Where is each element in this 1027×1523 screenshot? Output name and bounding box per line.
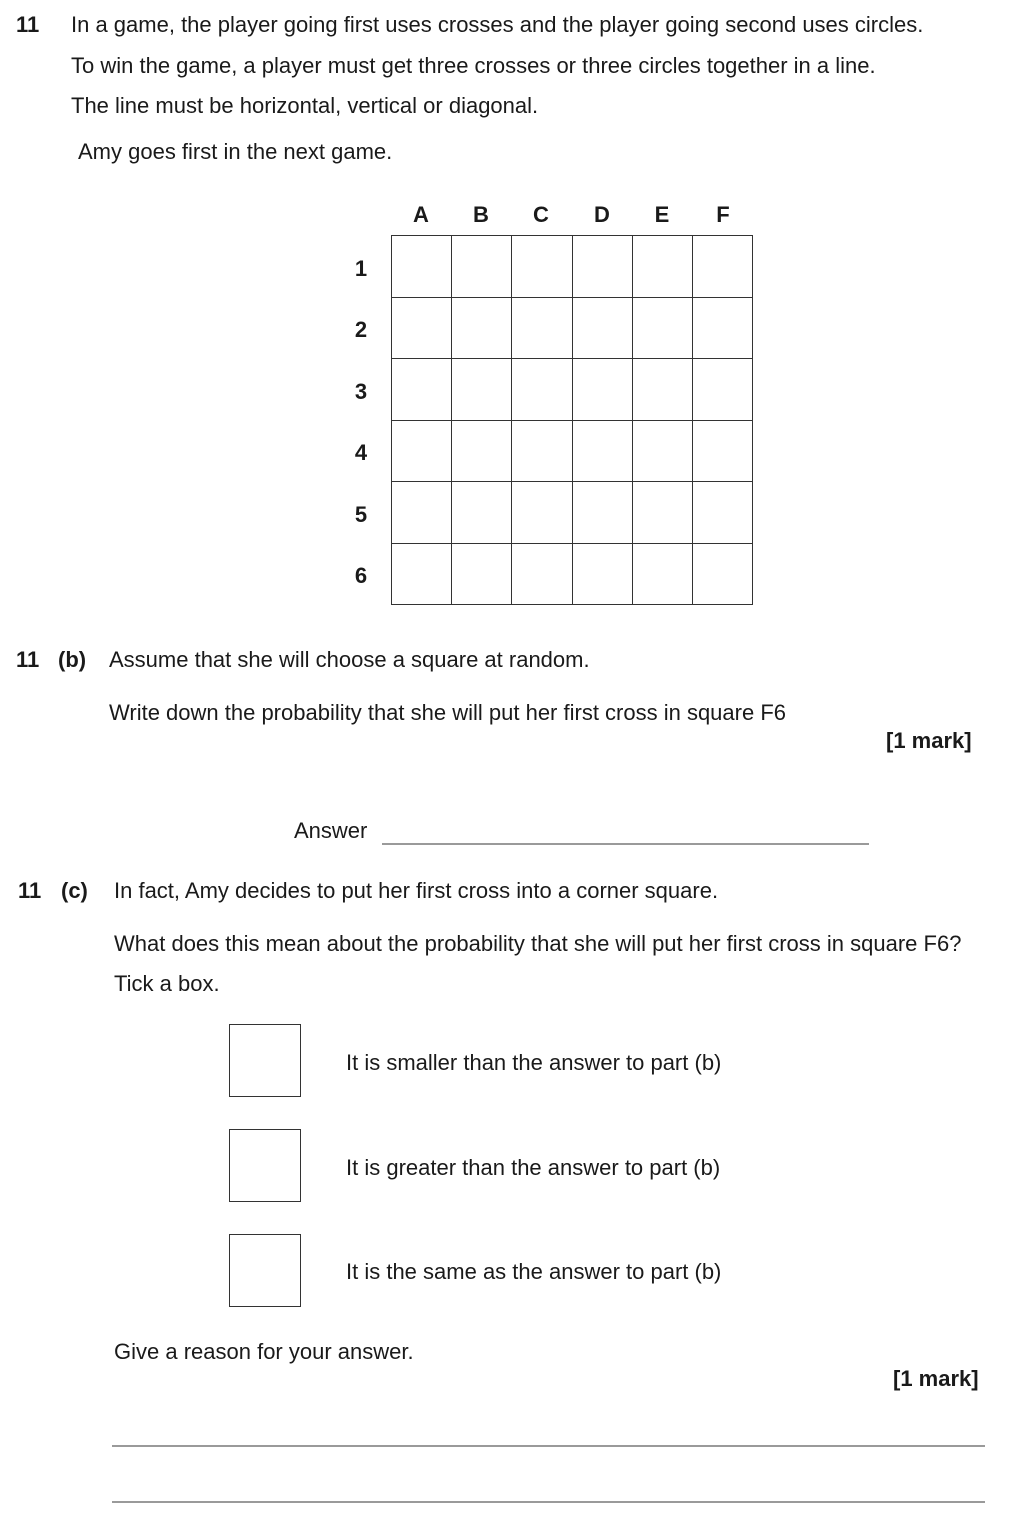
part-b-text-1: Assume that she will choose a square at random. <box>109 647 590 672</box>
board-cell[interactable] <box>512 482 572 544</box>
column-label: B <box>473 202 489 227</box>
part-c-label: (c) <box>61 878 88 903</box>
board-cell[interactable] <box>633 421 693 483</box>
board-cell[interactable] <box>693 482 753 544</box>
column-label: F <box>716 202 730 227</box>
tick-box-greater[interactable] <box>229 1129 301 1202</box>
board-grid <box>391 235 753 605</box>
board-cell[interactable] <box>693 236 753 298</box>
intro-line-2: To win the game, a player must get three crosses or three circles together in a line. <box>71 53 876 78</box>
answer-line[interactable] <box>382 843 869 845</box>
part-c-text-3: Tick a box. <box>114 971 220 996</box>
board-cell[interactable] <box>573 298 633 360</box>
intro-line-4: Amy goes first in the next game. <box>78 139 393 164</box>
board-cell[interactable] <box>693 544 753 606</box>
part-c-marks: [1 mark] <box>893 1366 979 1391</box>
board-cell[interactable] <box>512 544 572 606</box>
column-label: E <box>654 202 670 227</box>
question-number: 11 <box>16 12 40 37</box>
board-cell[interactable] <box>633 236 693 298</box>
option-smaller-label: It is smaller than the answer to part (b) <box>346 1050 722 1075</box>
board-cell[interactable] <box>512 236 572 298</box>
board-cell[interactable] <box>573 482 633 544</box>
option-greater-label: It is greater than the answer to part (b) <box>346 1155 721 1180</box>
column-label: D <box>594 202 610 227</box>
board-cell[interactable] <box>573 544 633 606</box>
reason-prompt: Give a reason for your answer. <box>114 1339 414 1364</box>
reason-line-1[interactable] <box>112 1445 985 1447</box>
board-cell[interactable] <box>392 544 452 606</box>
board-cell[interactable] <box>512 359 572 421</box>
board-cell[interactable] <box>633 482 693 544</box>
part-b-label: (b) <box>58 647 87 672</box>
part-b-marks: [1 mark] <box>886 728 972 753</box>
board-cell[interactable] <box>392 482 452 544</box>
intro-line-3: The line must be horizontal, vertical or diagonal. <box>71 93 539 118</box>
tick-box-smaller[interactable] <box>229 1024 301 1097</box>
tick-box-same[interactable] <box>229 1234 301 1307</box>
row-label: 3 <box>354 379 368 404</box>
board-cell[interactable] <box>392 298 452 360</box>
row-label: 4 <box>354 440 368 465</box>
board-cell[interactable] <box>392 359 452 421</box>
board-cell[interactable] <box>452 298 512 360</box>
board-cell[interactable] <box>573 236 633 298</box>
column-label: A <box>413 202 429 227</box>
board-cell[interactable] <box>693 359 753 421</box>
board-cell[interactable] <box>452 544 512 606</box>
board-cell[interactable] <box>512 298 572 360</box>
board-cell[interactable] <box>633 298 693 360</box>
reason-line-2[interactable] <box>112 1501 985 1503</box>
board-cell[interactable] <box>452 236 512 298</box>
part-c-question-number: 11 <box>18 878 42 903</box>
board-cell[interactable] <box>573 359 633 421</box>
board-cell[interactable] <box>633 544 693 606</box>
option-same-label: It is the same as the answer to part (b) <box>346 1259 722 1284</box>
part-c-text-2: What does this mean about the probability that she will put her first cross in square F6? <box>114 931 962 956</box>
board-cell[interactable] <box>633 359 693 421</box>
part-b-text-2: Write down the probability that she will put her first cross in square F6 <box>109 700 787 725</box>
board-cell[interactable] <box>452 421 512 483</box>
board-cell[interactable] <box>512 421 572 483</box>
board-cell[interactable] <box>392 421 452 483</box>
part-b-question-number: 11 <box>16 647 40 672</box>
row-label: 5 <box>354 502 368 527</box>
row-label: 6 <box>354 563 368 588</box>
board-cell[interactable] <box>693 298 753 360</box>
part-c-text-1: In fact, Amy decides to put her first cross into a corner square. <box>114 878 719 903</box>
board-cell[interactable] <box>693 421 753 483</box>
column-label: C <box>533 202 549 227</box>
board-cell[interactable] <box>452 359 512 421</box>
board-cell[interactable] <box>573 421 633 483</box>
board-cell[interactable] <box>392 236 452 298</box>
answer-label: Answer <box>294 818 368 843</box>
intro-line-1: In a game, the player going first uses crosses and the player going second uses circles. <box>71 12 924 37</box>
row-label: 1 <box>354 256 368 281</box>
row-label: 2 <box>354 317 368 342</box>
board-cell[interactable] <box>452 482 512 544</box>
